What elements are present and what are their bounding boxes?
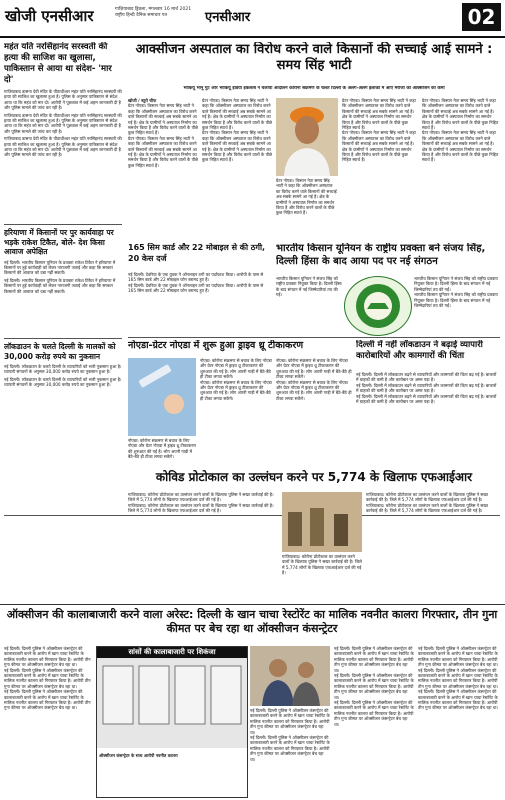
delhi-body-block — [356, 372, 500, 468]
noida-body-3b: नोएडा। कोरोना संक्रमण से बचाव के लिए नोएडा और ग्रेटर नोएडा में ड्राइव थ्रू टीकाकरण की शुरुआत की गई है। लोग अपनी गाड़ी में बैठे-बैठे ही टीका लगवा सकेंगे। — [276, 379, 352, 401]
left-mid-body-repeat: नई दिल्ली। भारतीय किसान यूनियन के प्रवक्ता राकेश टिकैत ने हरियाणा में किसानों पर हुई कार्यवाही को लेकर नाराजगी जताई और कहा कि सरकार किसानों की आवाज को दबा नहीं सकती। — [4, 277, 116, 294]
main-body-4b: ग्रेटर नोएडा। किसान नेता समय सिंह भाटी ने कहा कि ऑक्सीजन अस्पताल का विरोध करने वाले किसानों की सच्चाई अब सबके सामने आ गई है। क्षेत्र के ग्रामीणों ने अस्पताल निर्माण का समर्थन किया है और विरोध करने वालों के पीछे कुछ निहित स्वार्थ हैं। — [342, 130, 416, 163]
sub-body-b: नई दिल्ली। देवरिया के एक युवक ने ऑनलाइन ठगी का पर्दाफाश किया। आरोपी के पास से 165 सिम कार्ड और 22 मोबाइल फोन बरामद हुए हैं। — [128, 282, 264, 294]
bottom-body-1c: नई दिल्ली। दिल्ली पुलिस ने ऑक्सीजन कंसन्ट्रेटर की कालाबाजारी करने के आरोप में खान चाचा रेस्टोरेंट के मालिक नवनीत कालरा को गिरफ्तार किया है। आरोपी तीन गुना कीमत पर ऑक्सीजन कंसन्ट्रेटर बेच रहा था। — [4, 689, 91, 711]
bku-col-1 — [276, 276, 342, 334]
left-divider-1 — [4, 224, 122, 225]
bottom-col-3 — [250, 708, 330, 796]
mid-divider — [128, 337, 500, 338]
left-mid-article — [4, 228, 122, 336]
bottom-body-1: नई दिल्ली। दिल्ली पुलिस ने ऑक्सीजन कंसन्ट्रेटर की कालाबाजारी करने के आरोप में खान चाचा रेस्टोरेंट के मालिक नवनीत कालरा को गिरफ्तार किया है। आरोपी तीन गुना कीमत पर ऑक्सीजन कंसन्ट्रेटर बेच रहा था। — [4, 646, 91, 668]
masthead — [0, 0, 505, 38]
main-col-2 — [202, 98, 272, 240]
main-body-4: ग्रेटर नोएडा। किसान नेता समय सिंह भाटी ने कहा कि ऑक्सीजन अस्पताल का विरोध करने वाले किसानों की सच्चाई अब सबके सामने आ गई है। क्षेत्र के ग्रामीणों ने अस्पताल निर्माण का समर्थन किया है और विरोध करने वालों के पीछे कुछ निहित स्वार्थ हैं। — [342, 98, 416, 131]
left-top-headline: महंत यति नरसिंहानंद सरस्वती की हत्या की साजिश का खुलासा, पाकिस्तान से आया था संदेश- 'मार दो' — [4, 42, 112, 85]
main-deck-text: भाकियू भानू गुट और भाकियू इंडिया इंकलाब ने चलाया आंदोलन कोरोना संक्रमण के चलते दिल्ली के अलग-अलग इलाकों में आए मरीजों को ऑक्सीजन की कमी — [183, 86, 445, 91]
covid-body-1b: गाजियाबाद। कोरोना प्रोटोकाल का उल्लंघन करने वालों के खिलाफ पुलिस ने सख्त कार्रवाई की है। जिले में 5,774 लोगों के खिलाफ एफआईआर दर्ज की गई है। — [128, 502, 274, 514]
left-top-body-repeat: गाजियाबाद डासना देवी मंदिर के पीठाधीश्वर महंत यति नरसिंहानंद सरस्वती की हत्या की साजिश का खुलासा हुआ है। पुलिस के अनुसार पाकिस्तान से संदेश आया था कि महंत को मार दो। आरोपी ने पूछताछ में कई अहम जानकारी दी है और पुलिस मामले की जांच कर रही है। — [4, 112, 122, 134]
delhi-body-c: नई दिल्ली। दिल्ली में लॉकडाउन बढ़ने से व्यापारियों और कामगारों की चिंता बढ़ गई है। बाजारों में ग्राहकों की कमी है और कारोबार पर असर पड़ा है। — [356, 393, 497, 405]
left-bottom-article — [4, 342, 122, 512]
main-body-1: ग्रेटर नोएडा। किसान नेता समय सिंह भाटी ने कहा कि ऑक्सीजन अस्पताल का विरोध करने वाले किसानों की सच्चाई अब सबके सामने आ गई है। क्षेत्र के ग्रामीणों ने अस्पताल निर्माण का समर्थन किया है और विरोध करने वालों के पीछे कुछ निहित स्वार्थ हैं। — [128, 103, 198, 136]
covid-headline: कोविड प्रोटोकाल का उल्लंघन करने पर 5,774 के खिलाफ एफआईआर — [155, 470, 473, 484]
oxygen-concentrator-image — [97, 658, 247, 748]
main-col-4 — [342, 98, 418, 240]
covid-col-3 — [366, 492, 500, 602]
covid-headline-block — [128, 470, 500, 492]
bottom-body-3b: नई दिल्ली। दिल्ली पुलिस ने ऑक्सीजन कंसन्ट्रेटर की कालाबाजारी करने के आरोप में खान चाचा रेस्टोरेंट के मालिक नवनीत कालरा को गिरफ्तार किया है। आरोपी तीन गुना कीमत पर ऑक्सीजन कंसन्ट्रेटर बेच रहा था। — [250, 735, 330, 762]
vaccine-photo — [128, 358, 196, 436]
bottom-body-5: नई दिल्ली। दिल्ली पुलिस ने ऑक्सीजन कंसन्ट्रेटर की कालाबाजारी करने के आरोप में खान चाचा रेस्टोरेंट के मालिक नवनीत कालरा को गिरफ्तार किया है। आरोपी तीन गुना कीमत पर ऑक्सीजन कंसन्ट्रेटर बेच रहा था। — [418, 646, 499, 668]
main-deck — [128, 86, 500, 96]
bottom-photo — [250, 646, 330, 706]
left-top-body: गाजियाबाद डासना देवी मंदिर के पीठाधीश्वर महंत यति नरसिंहानंद सरस्वती की हत्या की साजिश का खुलासा हुआ है। पुलिस के अनुसार पाकिस्तान से संदेश आया था कि महंत को मार दो। आरोपी ने पूछताछ में कई अहम जानकारी दी है और पुलिस मामले की जांच कर रही है। — [4, 89, 122, 111]
main-col-5 — [422, 98, 500, 240]
bottom-body-1b: नई दिल्ली। दिल्ली पुलिस ने ऑक्सीजन कंसन्ट्रेटर की कालाबाजारी करने के आरोप में खान चाचा रेस्टोरेंट के मालिक नवनीत कालरा को गिरफ्तार किया है। आरोपी तीन गुना कीमत पर ऑक्सीजन कंसन्ट्रेटर बेच रहा था। — [4, 667, 91, 689]
delhi-headline: दिल्ली में नहीं लॉकडाउन ने बढ़ाई व्यापारी कारोबारियों और कामगारों की चिंता — [356, 340, 483, 361]
bottom-body-4b: नई दिल्ली। दिल्ली पुलिस ने ऑक्सीजन कंसन्ट्रेटर की कालाबाजारी करने के आरोप में खान चाचा रेस्टोरेंट के मालिक नवनीत कालरा को गिरफ्तार किया है। आरोपी तीन गुना कीमत पर ऑक्सीजन कंसन्ट्रेटर बेच रहा था। — [334, 673, 414, 700]
main-body-1b: ग्रेटर नोएडा। किसान नेता समय सिंह भाटी ने कहा कि ऑक्सीजन अस्पताल का विरोध करने वाले किसानों की सच्चाई अब सबके सामने आ गई है। क्षेत्र के ग्रामीणों ने अस्पताल निर्माण का समर्थन किया है और विरोध करने वालों के पीछे कुछ निहित स्वार्थ हैं। — [128, 135, 198, 168]
left-bottom-body: नई दिल्ली। लॉकडाउन के चलते दिल्ली के व्यापारियों को भारी नुकसान हुआ है। व्यापारी संगठनों के अनुसार 30,000 करोड़ रुपये का नुकसान हुआ है। — [4, 364, 122, 375]
bottom-col-4 — [334, 646, 414, 796]
inset-caption: ऑक्सीजन कंसन्ट्रेटर के साथ आरोपी नवनीत कालरा — [99, 753, 178, 758]
noida-col-3 — [276, 358, 352, 468]
police-photo-image — [282, 492, 362, 552]
samay-singh-photo — [276, 98, 338, 176]
left-bottom-headline: लॉकडाउन के चलते दिल्ली के मालकों को 30,000 करोड़ रुपये का नुकसान — [4, 342, 116, 361]
delhi-headline-block — [356, 340, 500, 370]
bottom-body-3: नई दिल्ली। दिल्ली पुलिस ने ऑक्सीजन कंसन्ट्रेटर की कालाबाजारी करने के आरोप में खान चाचा रेस्टोरेंट के मालिक नवनीत कालरा को गिरफ्तार किया है। आरोपी तीन गुना कीमत पर ऑक्सीजन कंसन्ट्रेटर बेच रहा था। — [250, 708, 330, 735]
covid-body-2: गाजियाबाद। कोरोना प्रोटोकाल का उल्लंघन करने वालों के खिलाफ पुलिस ने सख्त कार्रवाई की है। जिले में 5,774 लोगों के खिलाफ एफआईआर दर्ज की गई है। — [282, 554, 362, 576]
covid-body-1: गाजियाबाद। कोरोना प्रोटोकाल का उल्लंघन करने वालों के खिलाफ पुलिस ने सख्त कार्रवाई की है। जिले में 5,774 लोगों के खिलाफ एफआईआर दर्ज की गई है। — [128, 492, 274, 503]
bottom-rule — [0, 604, 505, 605]
left-divider-2 — [4, 338, 122, 339]
bku-headline: भारतीय किसान यूनियन के राष्ट्रीय प्रवक्ता बने संजय सिंह, दिल्ली हिंसा के बाद आया पद पर नई संगठन — [276, 243, 486, 267]
main-body-2: ग्रेटर नोएडा। किसान नेता समय सिंह भाटी ने कहा कि ऑक्सीजन अस्पताल का विरोध करने वाले किसानों की सच्चाई अब सबके सामने आ गई है। क्षेत्र के ग्रामीणों ने अस्पताल निर्माण का समर्थन किया है और विरोध करने वालों के पीछे कुछ निहित स्वार्थ हैं। — [202, 98, 272, 131]
noida-body-3: नोएडा। कोरोना संक्रमण से बचाव के लिए नोएडा और ग्रेटर नोएडा में ड्राइव थ्रू टीकाकरण की शुरुआत की गई है। लोग अपनी गाड़ी में बैठे-बैठे ही टीका लगवा सकेंगे। — [276, 358, 352, 380]
bottom-body-4: नई दिल्ली। दिल्ली पुलिस ने ऑक्सीजन कंसन्ट्रेटर की कालाबाजारी करने के आरोप में खान चाचा रेस्टोरेंट के मालिक नवनीत कालरा को गिरफ्तार किया है। आरोपी तीन गुना कीमत पर ऑक्सीजन कंसन्ट्रेटर बेच रहा था। — [334, 646, 414, 673]
bottom-col-5 — [418, 646, 500, 796]
noida-col-1 — [128, 438, 196, 468]
covid-photo — [282, 492, 362, 552]
covid-col-1 — [128, 492, 278, 602]
bku-headline-block — [276, 243, 500, 275]
main-headline-block — [128, 42, 500, 88]
main-headline: आक्सीजन अस्पताल का विरोध करने वाले किसानों की सच्चाई आई सामने : समय सिंह भाटी — [135, 42, 493, 73]
main-col-1 — [128, 98, 198, 240]
bku-body-3: भारतीय किसान यूनियन ने संजय सिंह को राष्ट्रीय प्रवक्ता नियुक्त किया है। दिल्ली हिंसा के बाद संगठन में नई जिम्मेदारियां तय की गईं। — [414, 276, 498, 292]
bottom-col-1 — [4, 646, 92, 796]
newspaper-title: खोजी एनसीआर — [5, 7, 94, 25]
bottom-headline-block — [4, 608, 500, 642]
bku-col-3 — [414, 276, 500, 334]
bku-emblem-icon — [345, 277, 411, 335]
main-body-5: ग्रेटर नोएडा। किसान नेता समय सिंह भाटी ने कहा कि ऑक्सीजन अस्पताल का विरोध करने वाले किसानों की सच्चाई अब सबके सामने आ गई है। क्षेत्र के ग्रामीणों ने अस्पताल निर्माण का समर्थन किया है और विरोध करने वालों के पीछे कुछ निहित स्वार्थ हैं। — [422, 98, 499, 131]
noida-body-1: नोएडा। कोरोना संक्रमण से बचाव के लिए नोएडा और ग्रेटर नोएडा में ड्राइव थ्रू टीकाकरण की शुरुआत की गई है। लोग अपनी गाड़ी में बैठे-बैठे ही टीका लगवा सकेंगे। — [128, 438, 196, 460]
main-body-3: ग्रेटर नोएडा। किसान नेता समय सिंह भाटी ने कहा कि ऑक्सीजन अस्पताल का विरोध करने वाले किसानों की सच्चाई अब सबके सामने आ गई है। क्षेत्र के ग्रामीणों ने अस्पताल निर्माण का समर्थन किया है और विरोध करने वालों के पीछे कुछ निहित स्वार्थ हैं। — [276, 178, 337, 216]
noida-body-2: नोएडा। कोरोना संक्रमण से बचाव के लिए नोएडा और ग्रेटर नोएडा में ड्राइव थ्रू टीकाकरण की शुरुआत की गई है। लोग अपनी गाड़ी में बैठे-बैठे ही टीका लगवा सकेंगे। — [200, 358, 272, 380]
left-mid-body: नई दिल्ली। भारतीय किसान यूनियन के प्रवक्ता राकेश टिकैत ने हरियाणा में किसानों पर हुई कार्यवाही को लेकर नाराजगी जताई और कहा कि सरकार किसानों की आवाज को दबा नहीं सकती। — [4, 259, 116, 276]
covid-body-3: गाजियाबाद। कोरोना प्रोटोकाल का उल्लंघन करने वालों के खिलाफ पुलिस ने सख्त कार्रवाई की है। जिले में 5,774 लोगों के खिलाफ एफआईआर दर्ज की गई है। — [366, 492, 488, 503]
main-col-3 — [276, 178, 338, 240]
bku-body-1: भारतीय किसान यूनियन ने संजय सिंह को राष्ट्रीय प्रवक्ता नियुक्त किया है। दिल्ली हिंसा के बाद संगठन में नई जिम्मेदारियां तय की गईं। — [276, 276, 342, 298]
bku-body-3b: भारतीय किसान यूनियन ने संजय सिंह को राष्ट्रीय प्रवक्ता नियुक्त किया है। दिल्ली हिंसा के बाद संगठन में नई जिम्मेदारियां तय की गईं। — [414, 292, 498, 309]
main-body-2b: ग्रेटर नोएडा। किसान नेता समय सिंह भाटी ने कहा कि ऑक्सीजन अस्पताल का विरोध करने वाले किसानों की सच्चाई अब सबके सामने आ गई है। क्षेत्र के ग्रामीणों ने अस्पताल निर्माण का समर्थन किया है और विरोध करने वालों के पीछे कुछ निहित स्वार्थ हैं। — [202, 130, 272, 163]
vaccine-image — [128, 358, 196, 436]
sub-headline: 165 सिम कार्ड और 22 मोबाइल से की ठगी, 20 केस दर्ज — [128, 243, 266, 263]
arrest-photo-image — [250, 646, 330, 706]
bku-logo — [344, 276, 412, 336]
left-top-body-repeat2: गाजियाबाद डासना देवी मंदिर के पीठाधीश्वर महंत यति नरसिंहानंद सरस्वती की हत्या की साजिश का खुलासा हुआ है। पुलिस के अनुसार पाकिस्तान से संदेश आया था कि महंत को मार दो। आरोपी ने पूछताछ में कई अहम जानकारी दी है और पुलिस मामले की जांच कर रही है। — [4, 136, 122, 158]
portrait-image — [276, 98, 338, 176]
bottom-headline: ऑक्सीजन की कालाबाजारी करने वाला अरेस्ट: दिल्ली के खान चाचा रेस्टोरेंट का मालिक नवनीत कालरा गिरफ्तार, तीन गुना कीमत पर बेच रहा था ऑक्सीजन कंसन्ट्रेटर — [6, 608, 498, 635]
left-top-article — [4, 42, 122, 222]
sub-body-block — [128, 272, 272, 332]
covid-body-3b: गाजियाबाद। कोरोना प्रोटोकाल का उल्लंघन करने वालों के खिलाफ पुलिस ने सख्त कार्रवाई की है। जिले में 5,774 लोगों के खिलाफ एफआईआर दर्ज की गई है। — [366, 502, 488, 514]
bottom-body-4c: नई दिल्ली। दिल्ली पुलिस ने ऑक्सीजन कंसन्ट्रेटर की कालाबाजारी करने के आरोप में खान चाचा रेस्टोरेंट के मालिक नवनीत कालरा को गिरफ्तार किया है। आरोपी तीन गुना कीमत पर ऑक्सीजन कंसन्ट्रेटर बेच रहा था। — [334, 700, 414, 727]
left-mid-headline: हरियाणा में किसानों पर पुर कार्यवाहा पर भड़के राकेश टिकैत, बोले- देश किसा आवाज अपेक्षित — [4, 228, 114, 256]
date-line: गाज़ियाबाद ड्रिवला, मंगलवार 16 मार्च 2021 — [115, 7, 192, 12]
page-number: 02 — [462, 3, 501, 31]
left-bottom-body-repeat: नई दिल्ली। लॉकडाउन के चलते दिल्ली के व्यापारियों को भारी नुकसान हुआ है। व्यापारी संगठनों के अनुसार 30,000 करोड़ रुपये का नुकसान हुआ है। — [4, 376, 122, 388]
noida-headline-block — [128, 340, 352, 356]
sub-body: नई दिल्ली। देवरिया के एक युवक ने ऑनलाइन ठगी का पर्दाफाश किया। आरोपी के पास से 165 सिम कार्ड और 22 मोबाइल फोन बरामद हुए हैं। — [128, 272, 264, 283]
main-body-5b: ग्रेटर नोएडा। किसान नेता समय सिंह भाटी ने कहा कि ऑक्सीजन अस्पताल का विरोध करने वाले किसानों की सच्चाई अब सबके सामने आ गई है। क्षेत्र के ग्रामीणों ने अस्पताल निर्माण का समर्थन किया है और विरोध करने वालों के पीछे कुछ निहित स्वार्थ हैं। — [422, 130, 499, 163]
noida-headline: नोएडा-ग्रेटर नोएडा में शुरू हुआ ड्राइव थ्रू टीकाकरण — [128, 340, 304, 351]
delhi-body-b: नई दिल्ली। दिल्ली में लॉकडाउन बढ़ने से व्यापारियों और कामगारों की चिंता बढ़ गई है। बाजारों में ग्राहकों की कमी है और कारोबार पर असर पड़ा है। — [356, 382, 497, 394]
noida-body-2b: नोएडा। कोरोना संक्रमण से बचाव के लिए नोएडा और ग्रेटर नोएडा में ड्राइव थ्रू टीकाकरण की शुरुआत की गई है। लोग अपनी गाड़ी में बैठे-बैठे ही टीका लगवा सकेंगे। — [200, 379, 272, 401]
delhi-body: नई दिल्ली। दिल्ली में लॉकडाउन बढ़ने से व्यापारियों और कामगारों की चिंता बढ़ गई है। बाजारों में ग्राहकों की कमी है और कारोबार पर असर पड़ा है। — [356, 372, 497, 383]
bottom-body-5c: नई दिल्ली। दिल्ली पुलिस ने ऑक्सीजन कंसन्ट्रेटर की कालाबाजारी करने के आरोप में खान चाचा रेस्टोरेंट के मालिक नवनीत कालरा को गिरफ्तार किया है। आरोपी तीन गुना कीमत पर ऑक्सीजन कंसन्ट्रेटर बेच रहा था। — [418, 689, 499, 711]
covid-col-2 — [282, 554, 362, 602]
bottom-inset — [96, 646, 248, 798]
sub-headline-block — [128, 243, 272, 271]
section-title: एनसीआर — [205, 10, 251, 25]
noida-col-2 — [200, 358, 272, 468]
masthead-rule — [0, 36, 505, 38]
main-byline: खोजी / ब्यूरो चीफ — [128, 98, 157, 103]
tagline: राष्ट्रीय हिन्दी दैनिक समाचार पत्र — [115, 13, 168, 18]
bottom-body-5b: नई दिल्ली। दिल्ली पुलिस ने ऑक्सीजन कंसन्ट्रेटर की कालाबाजारी करने के आरोप में खान चाचा रेस्टोरेंट के मालिक नवनीत कालरा को गिरफ्तार किया है। आरोपी तीन गुना कीमत पर ऑक्सीजन कंसन्ट्रेटर बेच रहा था। — [418, 667, 499, 689]
inset-title: सांसों की कालाबाजारी पर शिकंजा — [97, 647, 247, 658]
